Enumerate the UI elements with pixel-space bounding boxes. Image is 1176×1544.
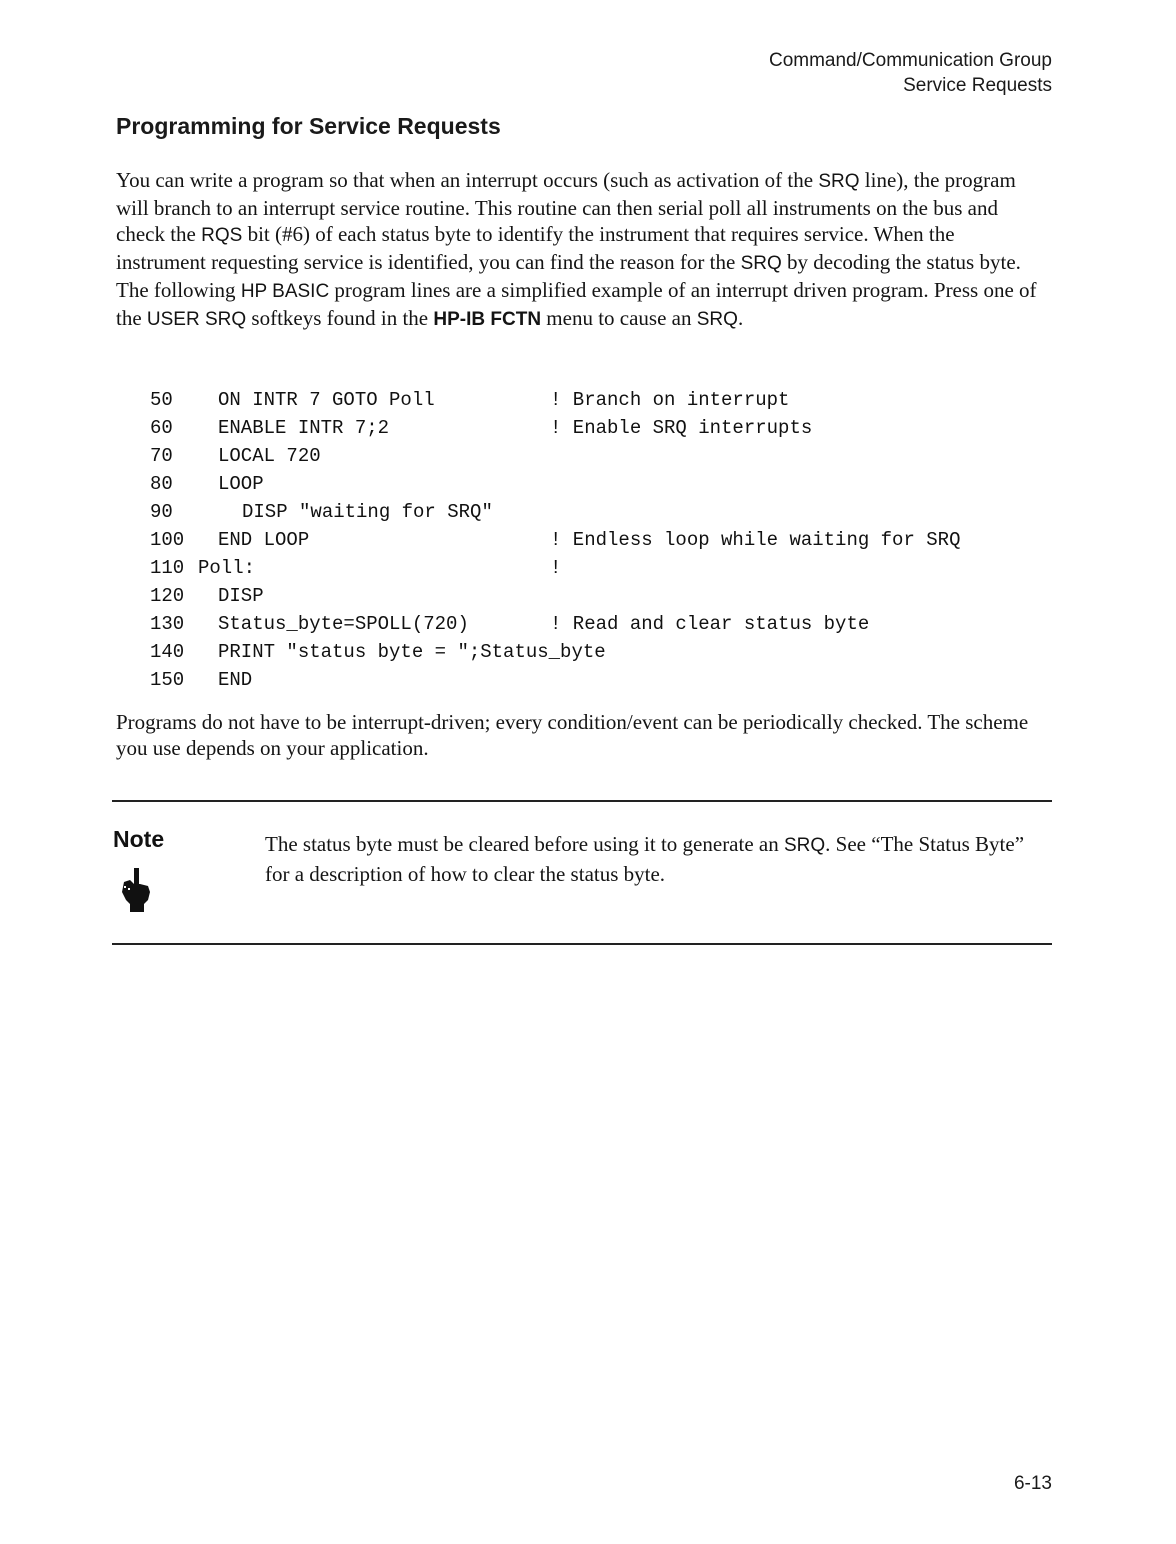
code-comment: ! Read and clear status byte: [550, 613, 870, 635]
code-comment: !: [550, 557, 562, 579]
code-statement: END: [218, 669, 253, 691]
code-line: [150, 498, 1050, 526]
line-number: 80: [150, 473, 173, 495]
intro-text-7: menu to cause an: [541, 306, 697, 330]
line-number: 110: [150, 557, 185, 579]
code-comment: ! Endless loop while waiting for SRQ: [550, 529, 961, 551]
code-statement: Poll:: [198, 557, 256, 579]
code-statement: Status_byte=SPOLL(720): [218, 613, 469, 635]
intro-text-8: .: [737, 306, 744, 330]
line-number: 150: [150, 669, 185, 691]
intro-text-2: line), the program will branch to an interrupt service routine. This routine can then serial poll all instruments on the bus and check the: [116, 168, 1016, 246]
intro-paragraph: [116, 167, 1046, 333]
code-line: [150, 638, 1050, 666]
term-rqs: RQS: [201, 225, 243, 246]
code-statement: PRINT "status byte = ";Status_byte: [218, 641, 606, 663]
intro-text-3: bit (#6) of each status byte to identify the instrument that requires service. When the instrument requesting service is identified, you can find the reason for the: [116, 222, 955, 274]
divider-top: [112, 800, 1052, 802]
line-number: 60: [150, 417, 173, 439]
note-text: [265, 830, 1025, 889]
code-line: [150, 554, 1050, 582]
header-section: Command/Communication Group: [768, 50, 1052, 71]
closing-paragraph: Programs do not have to be interrupt-driven; every condition/event can be periodically checked. The scheme you use depends on your application.: [116, 710, 1029, 760]
line-number: 50: [150, 389, 173, 411]
line-number: 90: [150, 501, 173, 523]
code-line: [150, 414, 1050, 442]
line-number: 100: [150, 529, 185, 551]
line-number: 140: [150, 641, 185, 663]
code-comment: ! Branch on interrupt: [550, 389, 790, 411]
note-text-1: The status byte must be cleared before using it to generate an: [265, 832, 784, 856]
code-line: [150, 582, 1050, 610]
code-line: [150, 386, 1050, 414]
code-comment: ! Enable SRQ interrupts: [550, 417, 813, 439]
term-user-srq: USER SRQ: [146, 309, 247, 330]
code-line: [150, 610, 1050, 638]
term-hpib-fctn: HP-IB FCTN: [433, 309, 542, 330]
term-srq: SRQ: [818, 171, 860, 192]
pointing-hand-icon: [118, 866, 154, 916]
page-number: 6-13: [1013, 1473, 1052, 1494]
code-listing: [150, 386, 1050, 694]
term-srq: SRQ: [740, 253, 782, 274]
code-line: [150, 442, 1050, 470]
code-statement: ENABLE INTR 7;2: [218, 417, 390, 439]
intro-text-5: program lines are a simplified example of an interrupt driven program. Press one of the: [116, 278, 1037, 330]
line-number: 70: [150, 445, 173, 467]
code-line: [150, 470, 1050, 498]
intro-text-1: You can write a program so that when an interrupt occurs (such as activation of the: [116, 168, 819, 192]
header-subsection: Service Requests: [903, 75, 1052, 96]
code-statement: DISP: [218, 585, 264, 607]
line-number: 130: [150, 613, 185, 635]
running-header: [769, 48, 1052, 98]
code-line: [150, 526, 1050, 554]
code-line: [150, 666, 1050, 694]
divider-bottom: [112, 943, 1052, 945]
code-statement: LOOP: [218, 473, 264, 495]
intro-text-4: by decoding the status byte. The following: [116, 250, 1021, 302]
intro-text-6: softkeys found in the: [246, 306, 434, 330]
line-number: 120: [150, 585, 185, 607]
code-statement: DISP "waiting for SRQ": [242, 501, 493, 523]
code-statement: LOCAL 720: [218, 445, 321, 467]
note-text-2: . See “The Status Byte” for a description of how to clear the status byte.: [265, 832, 1025, 886]
code-statement: ON INTR 7 GOTO Poll: [218, 389, 435, 411]
section-heading: Programming for Service Requests: [116, 113, 501, 139]
note-label: Note: [113, 826, 165, 852]
term-hp-basic: HP BASIC: [240, 281, 330, 302]
term-srq: SRQ: [783, 835, 826, 856]
term-srq: SRQ: [696, 309, 738, 330]
code-statement: END LOOP: [218, 529, 310, 551]
